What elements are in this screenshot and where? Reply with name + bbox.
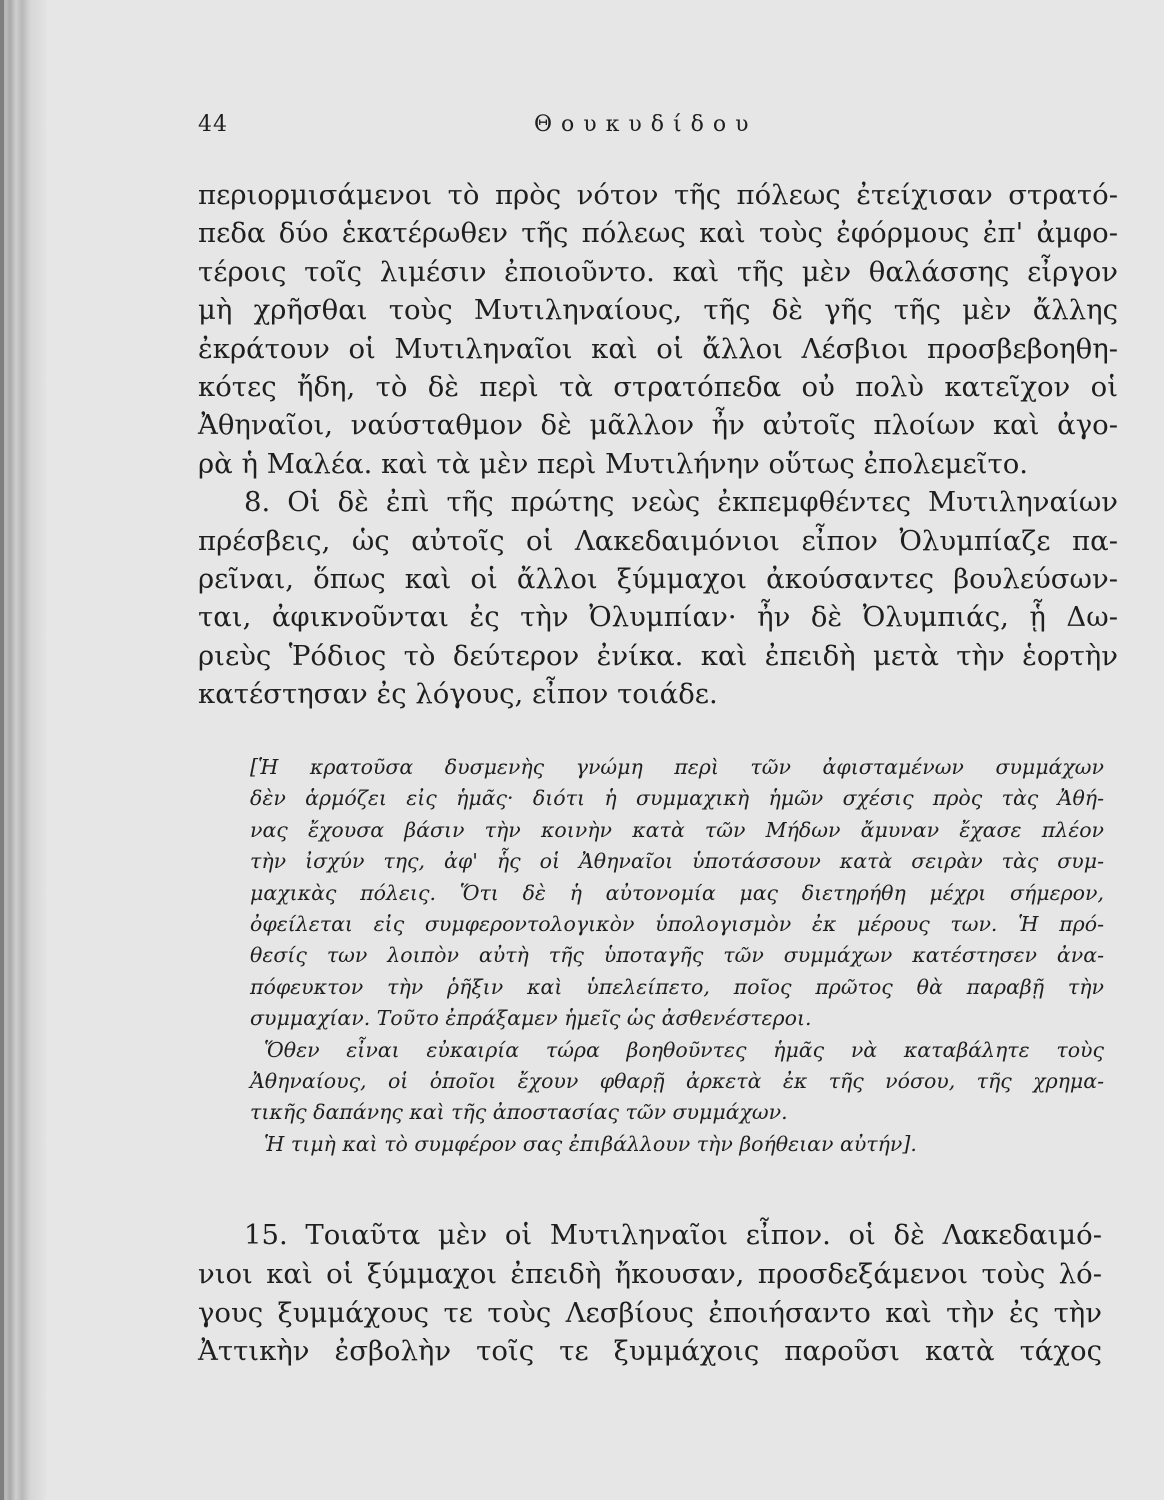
text-line: γους ξυμμάχους τε τοὺς Λεσβίους ἐποιήσαντο καὶ τὴν ἐς τὴν (198, 1296, 1102, 1329)
page-number: 44 (198, 112, 228, 137)
text-line: ρὰ ἡ Μαλέα. καὶ τὰ μὲν περὶ Μυτιλήνην οὕτως ἐπολεμεῖτο. (198, 447, 1029, 480)
note-line: θεσίς των λοιπὸν αὐτὴ τῆς ὑποταγῆς τῶν συμμάχων κατέστησεν ἀνα- (250, 943, 1104, 968)
text-line: κότες ἤδη, τὸ δὲ περὶ τὰ στρατόπεδα οὐ πολὺ κατεῖχον οἱ (198, 371, 1118, 404)
note-line: ὀφείλεται εἰς συμφεροντολογικὸν ὑπολογισμὸν ἐκ μέρους των. Ἡ πρό- (250, 912, 1104, 937)
chapter-15-text (198, 1216, 1102, 1371)
main-greek-text (198, 176, 1118, 714)
note-line: πόφευκτον τὴν ῥῆξιν καὶ ὑπελείπετο, ποῖος πρῶτος θὰ παραβῇ τὴν (250, 974, 1104, 999)
note-line: [Ἡ κρατοῦσα δυσμενὴς γνώμη περὶ τῶν ἀφισταμένων συμμάχων (250, 755, 1104, 779)
text-line: ἐκράτουν οἱ Μυτιληναῖοι καὶ οἱ ἄλλοι Λέσβιοι προσβεβοηθη- (198, 332, 1118, 365)
text-line: νιοι καὶ οἱ ξύμμαχοι ἐπειδὴ ἤκουσαν, προσδεξάμενοι τοὺς λό- (198, 1257, 1102, 1290)
text-line: περιορμισάμενοι τὸ πρὸς νότον τῆς πόλεως ἐτείχισαν στρατό- (198, 179, 1118, 211)
chapter-15-start-line: 15. Τοιαῦτα μὲν οἱ Μυτιληναῖοι εἶπον. οἱ δὲ Λακεδαιμό- (244, 1219, 1102, 1251)
book-page-edge (0, 0, 46, 1500)
note-line: δὲν ἁρμόζει εἰς ἡμᾶς· διότι ἡ συμμαχικὴ ἡμῶν σχέσις πρὸς τὰς Ἀθή- (250, 786, 1104, 811)
text-line: πεδα δύο ἑκατέρωθεν τῆς πόλεως καὶ τοὺς ἐφόρμους ἐπ' ἀμφο- (198, 217, 1118, 250)
note-line: μαχικὰς πόλεις. Ὅτι δὲ ἡ αὐτονομία μας διετηρήθη μέχρι σήμερον, (250, 880, 1104, 905)
running-title: Θουκυδίδου (534, 112, 758, 137)
note-line: Ὅθεν εἶναι εὐκαιρία τώρα βοηθοῦντες ἡμᾶς νὰ καταβάλητε τοὺς (264, 1037, 1104, 1062)
text-line: ται, ἀφικνοῦνται ἐς τὴν Ὀλυμπίαν· ἦν δὲ Ὀλυμπιάς, ᾗ Δω- (198, 601, 1118, 634)
chapter-8-start-line: 8. Οἱ δὲ ἐπὶ τῆς πρώτης νεὼς ἐκπεμφθέντες Μυτιληναίων (244, 486, 1118, 519)
text-line: ρεῖναι, ὅπως καὶ οἱ ἄλλοι ξύμμαχοι ἀκούσαντες βουλεύσων- (198, 563, 1118, 596)
text-line: ριεὺς Ῥόδιος τὸ δεύτερον ἐνίκα. καὶ ἐπειδὴ μετὰ τὴν ἑορτὴν (198, 639, 1118, 672)
text-line: Ἀθηναῖοι, ναύσταθμον δὲ μᾶλλον ἦν αὐτοῖς πλοίων καὶ ἀγο- (198, 409, 1118, 442)
note-line: Ἀθηναίους, οἱ ὁποῖοι ἔχουν φθαρῇ ἀρκετὰ ἐκ τῆς νόσου, τῆς χρημα- (250, 1069, 1104, 1094)
note-line: νας ἔχουσα βάσιν τὴν κοινὴν κατὰ τῶν Μήδων ἄμυναν ἔχασε πλέον (250, 817, 1104, 842)
note-line: συμμαχίαν. Τοῦτο ἐπράξαμεν ἡμεῖς ὡς ἀσθενέστεροι. (250, 1006, 812, 1031)
note-line: τὴν ἰσχύν της, ἀφ' ἧς οἱ Ἀθηναῖοι ὑποτάσσουν κατὰ σειρὰν τὰς συμ- (250, 849, 1104, 874)
text-line: μὴ χρῆσθαι τοὺς Μυτιληναίους, τῆς δὲ γῆς τῆς μὲν ἄλλης (198, 294, 1118, 327)
text-line: τέροις τοῖς λιμέσιν ἐποιοῦντο. καὶ τῆς μὲν θαλάσσης εἶργον (198, 255, 1118, 288)
text-line: Ἀττικὴν ἐσβολὴν τοῖς τε ξυμμάχοις παροῦσι κατὰ τάχος (198, 1335, 1102, 1368)
bracketed-summary-note (250, 752, 1104, 1160)
text-line: πρέσβεις, ὡς αὐτοῖς οἱ Λακεδαιμόνιοι εἶπον Ὀλυμπίαζε πα- (198, 524, 1118, 557)
note-line: τικῆς δαπάνης καὶ τῆς ἀποστασίας τῶν συμμάχων. (250, 1100, 788, 1125)
text-line: κατέστησαν ἐς λόγους, εἶπον τοιάδε. (198, 678, 718, 711)
note-line: Ἡ τιμὴ καὶ τὸ συμφέρον σας ἐπιβάλλουν τὴν βοήθειαν αὐτήν]. (264, 1131, 917, 1156)
page-header (198, 112, 1104, 152)
